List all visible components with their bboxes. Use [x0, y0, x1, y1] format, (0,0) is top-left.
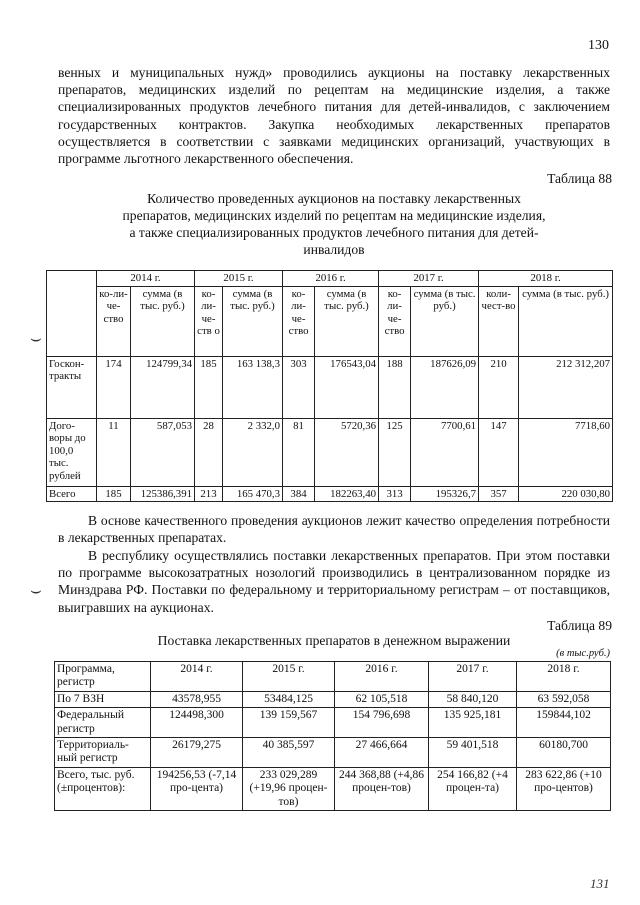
- table-cell: 233 029,289 (+19,96 процен-тов): [243, 767, 335, 810]
- table-cell: 11: [97, 418, 131, 486]
- table88-subheader: ко-ли-че-ство: [283, 286, 315, 356]
- table88-subheader: ко-ли-че-ство: [97, 286, 131, 356]
- margin-mark: ⌣: [30, 328, 42, 349]
- intro-paragraph: венных и муниципальных нужд» проводились аукционы на поставку лекарственных препаратов, медицинских изделий по рецептам на медицинские изделия, а также специализированных продуктов лечебного питания для детей-инвалидов, с заключением государственных контрактов. Закупка необходимых лекарственных препаратов осуществляется в соответствии с заявками медицинских организаций, участвующих в программе льготного лекарственного обеспечения.: [58, 65, 610, 167]
- table-cell: 124799,34: [131, 356, 195, 418]
- table-cell: 283 622,86 (+10 про-центов): [517, 767, 611, 810]
- table89-header-row: [55, 662, 611, 692]
- table-cell: 139 159,567: [243, 708, 335, 738]
- table-cell: 59 401,518: [429, 738, 517, 768]
- table-cell: 357: [479, 486, 519, 502]
- table-cell: 182263,40: [315, 486, 379, 502]
- quality-paragraph: В основе качественного проведения аукционов лежит качество определения потребности в лекарственных препаратах.: [58, 513, 610, 546]
- table88-subheader-row: [47, 286, 613, 356]
- table-cell: 28: [195, 418, 223, 486]
- table-row: [47, 356, 613, 418]
- table-cell: 40 385,597: [243, 738, 335, 768]
- table89-label: Таблица 89: [547, 618, 612, 633]
- table-row: [55, 738, 611, 768]
- table-cell: 313: [379, 486, 411, 502]
- table88-subheader: сумма (в тыс. руб.): [411, 286, 479, 356]
- table-cell: 81: [283, 418, 315, 486]
- table88-year-row: [47, 271, 613, 287]
- table89-header: Программа, регистр: [55, 662, 151, 692]
- table-cell: 185: [97, 486, 131, 502]
- handwritten-page-mark: 131: [590, 876, 610, 891]
- table-row: [55, 708, 611, 738]
- row-label: Всего: [47, 486, 97, 502]
- table-row: [55, 691, 611, 707]
- row-label: Госкон-тракты: [47, 356, 97, 418]
- table-cell: 5720,36: [315, 418, 379, 486]
- table-cell: 165 470,3: [223, 486, 283, 502]
- table-cell: 7718,60: [519, 418, 613, 486]
- table88-year: 2014 г.: [97, 271, 195, 287]
- table88-corner: [47, 271, 97, 357]
- table-cell: 60180,700: [517, 738, 611, 768]
- table-cell: 220 030,80: [519, 486, 613, 502]
- table88-subheader: сумма (в тыс. руб.): [131, 286, 195, 356]
- table-cell: 26179,275: [151, 738, 243, 768]
- table-cell: 147: [479, 418, 519, 486]
- table88-subheader: ко-ли-че-ств о: [195, 286, 223, 356]
- table88-subheader: коли-чест-во: [479, 286, 519, 356]
- table-cell: 244 368,88 (+4,86 процен-тов): [335, 767, 429, 810]
- table-cell: 212 312,207: [519, 356, 613, 418]
- table-cell: 63 592,058: [517, 691, 611, 707]
- supply-paragraph: В республику осуществлялись поставки лекарственных препаратов. При этом поставки по программе высокозатратных нозологий производились в централизованном порядке из Минздрава РФ. Поставки по федеральному и территориальному регистрам – от поставщиков, выигравших на аукционах.: [58, 548, 610, 615]
- table-cell: 213: [195, 486, 223, 502]
- table88-year: 2016 г.: [283, 271, 379, 287]
- table-cell: 188: [379, 356, 411, 418]
- table88-subheader: сумма (в тыс. руб.): [315, 286, 379, 356]
- table-cell: 194256,53 (-7,14 про-цента): [151, 767, 243, 810]
- table-cell: 27 466,664: [335, 738, 429, 768]
- table88-year: 2017 г.: [379, 271, 479, 287]
- table89-header: 2016 г.: [335, 662, 429, 692]
- table-cell: 2 332,0: [223, 418, 283, 486]
- table88-subheader: сумма (в тыс. руб.): [519, 286, 613, 356]
- page-number: 130: [588, 38, 609, 53]
- table-cell: 174: [97, 356, 131, 418]
- table88-label: Таблица 88: [547, 171, 612, 186]
- table-cell: 7700,61: [411, 418, 479, 486]
- table-cell: 43578,955: [151, 691, 243, 707]
- table-cell: 125: [379, 418, 411, 486]
- table88-year: 2018 г.: [479, 271, 613, 287]
- row-label: По 7 ВЗН: [55, 691, 151, 707]
- table-cell: 62 105,518: [335, 691, 429, 707]
- table89-unit: (в тыс.руб.): [556, 648, 610, 659]
- table-cell: 254 166,82 (+4 процен-та): [429, 767, 517, 810]
- table-cell: 187626,09: [411, 356, 479, 418]
- table89-title: Поставка лекарственных препаратов в денежном выражении: [157, 633, 511, 648]
- table88-year: 2015 г.: [195, 271, 283, 287]
- auctions-table: [46, 270, 613, 502]
- table-cell: 124498,300: [151, 708, 243, 738]
- table-cell: 159844,102: [517, 708, 611, 738]
- table-row: [55, 767, 611, 810]
- margin-mark: ⌣: [30, 580, 42, 601]
- table88-subheader: сумма (в тыс. руб.): [223, 286, 283, 356]
- table-row: [47, 418, 613, 486]
- table-cell: 53484,125: [243, 691, 335, 707]
- table-cell: 384: [283, 486, 315, 502]
- table-cell: 154 796,698: [335, 708, 429, 738]
- table-cell: 210: [479, 356, 519, 418]
- row-label: Федеральный регистр: [55, 708, 151, 738]
- table88-subheader: ко-ли-че-ство: [379, 286, 411, 356]
- table89-header: 2017 г.: [429, 662, 517, 692]
- table-cell: 58 840,120: [429, 691, 517, 707]
- table89-header: 2018 г.: [517, 662, 611, 692]
- row-label: Всего, тыс. руб. (±процентов):: [55, 767, 151, 810]
- table89-header: 2014 г.: [151, 662, 243, 692]
- supply-table: [54, 661, 611, 811]
- table-cell: 176543,04: [315, 356, 379, 418]
- row-label: Дого-воры до 100,0 тыс. рублей: [47, 418, 97, 486]
- table-cell: 185: [195, 356, 223, 418]
- table88-title: Количество проведенных аукционов на поставку лекарственных препаратов, медицинских изделий по рецептам на медицинские изделия, а также специализированных продуктов лечебного питания для детей-инвалидов: [122, 191, 546, 257]
- row-label: Территориаль-ный регистр: [55, 738, 151, 768]
- table-cell: 195326,7: [411, 486, 479, 502]
- table-cell: 303: [283, 356, 315, 418]
- table-row: [47, 486, 613, 502]
- table-cell: 125386,391: [131, 486, 195, 502]
- table-cell: 587,053: [131, 418, 195, 486]
- table-cell: 135 925,181: [429, 708, 517, 738]
- table89-header: 2015 г.: [243, 662, 335, 692]
- table-cell: 163 138,3: [223, 356, 283, 418]
